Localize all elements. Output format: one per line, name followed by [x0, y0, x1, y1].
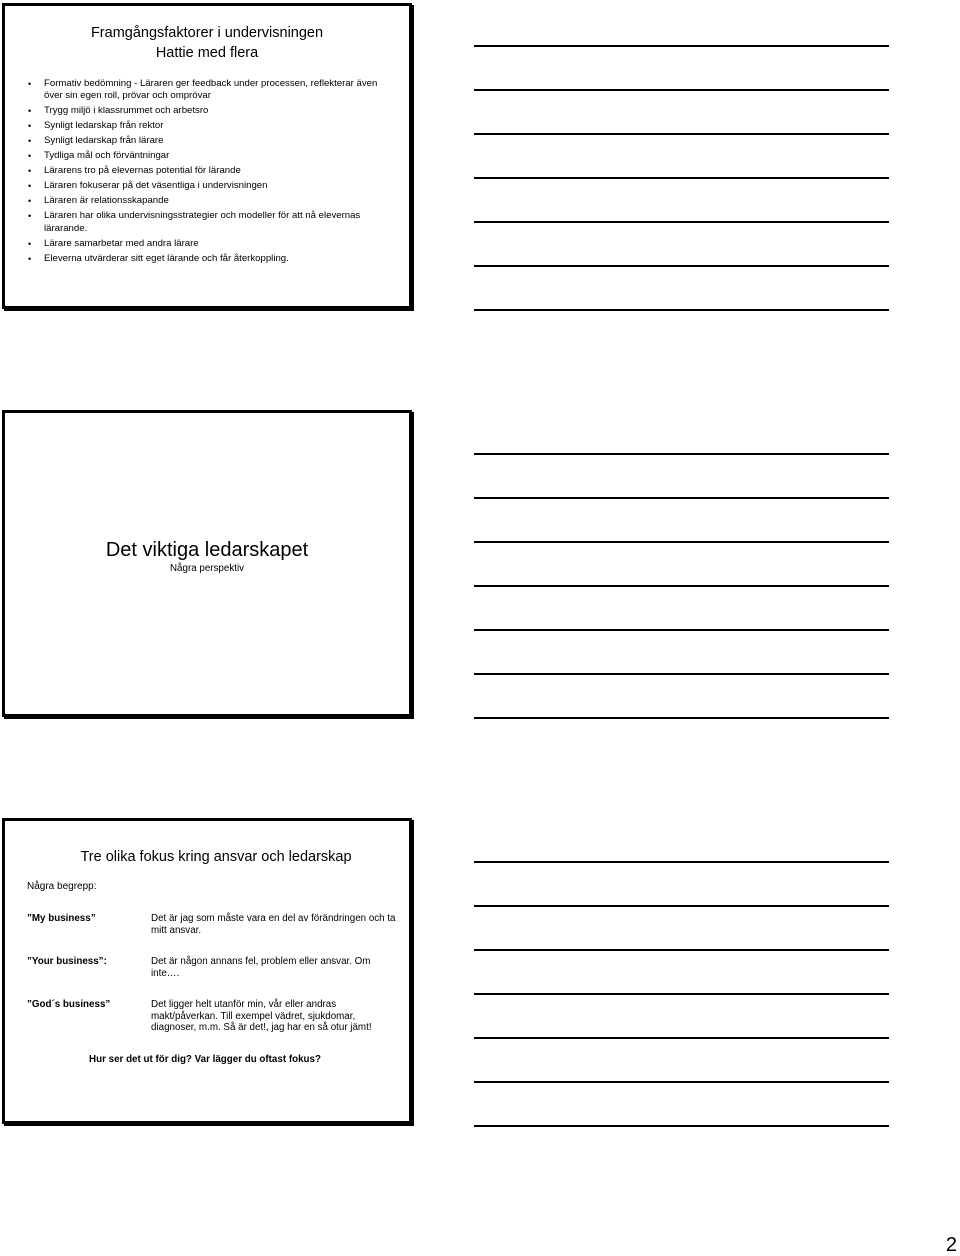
- note-line: [474, 993, 889, 995]
- note-line: [474, 1037, 889, 1039]
- concept-definition: Det ligger helt utanför min, vår eller andras makt/påverkan. Till exempel vädret, sjukdomar, diagnoser, m.m. Så är det!, jag har en så otur jämt!: [151, 999, 372, 1034]
- bullet-item: • Eleverna utvärderar sitt eget lärande och får återkoppling.: [27, 253, 395, 265]
- bullet-item: • Synligt ledarskap från lärare: [27, 135, 395, 147]
- bullet-item: • Synligt ledarskap från rektor: [27, 120, 395, 132]
- concept-definition: Det är jag som måste vara en del av förändringen och ta mitt ansvar.: [151, 913, 396, 936]
- note-line: [474, 1081, 889, 1083]
- slide-3-question: Hur ser det ut för dig? Var lägger du oftast fokus?: [89, 1054, 321, 1065]
- slide-1: [2, 3, 412, 309]
- note-line: [474, 1125, 889, 1127]
- note-line: [474, 541, 889, 543]
- bullet-item: • Läraren fokuserar på det väsentliga i undervisningen: [27, 180, 395, 192]
- concept-term: ”My business”: [27, 913, 96, 924]
- note-line: [474, 629, 889, 631]
- note-line: [474, 265, 889, 267]
- note-line: [474, 221, 889, 223]
- slide-1-bullet-list: [27, 78, 395, 268]
- note-line: [474, 861, 889, 863]
- concept-definition: Det är någon annans fel, problem eller ansvar. Om inte….: [151, 956, 371, 979]
- note-line: [474, 497, 889, 499]
- slide-1-title-line1: Framgångsfaktorer i undervisningen: [90, 25, 324, 41]
- bullet-item: • Lärare samarbetar med andra lärare: [27, 238, 395, 250]
- note-line: [474, 177, 889, 179]
- slide-1-title: [5, 23, 409, 63]
- note-line: [474, 949, 889, 951]
- bullet-item: • Lärarens tro på elevernas potential för lärande: [27, 165, 395, 177]
- bullet-item: • Läraren är relationsskapande: [27, 195, 395, 207]
- bullet-item: • Formativ bedömning - Läraren ger feedback under processen, reflekterar även över sin egen roll, prövar och omprövar: [27, 78, 395, 103]
- page-number: 2: [945, 1234, 957, 1256]
- note-line: [474, 673, 889, 675]
- slide-1-title-line2: Hattie med flera: [155, 45, 259, 61]
- bullet-item: • Trygg miljö i klassrummet och arbetsro: [27, 105, 395, 117]
- slide-3-title: Tre olika fokus kring ansvar och ledarskap: [80, 849, 352, 865]
- slide-2-title: Det viktiga ledarskapet: [105, 539, 309, 561]
- concept-term: ”God´s business”: [27, 999, 111, 1010]
- note-line: [474, 133, 889, 135]
- note-line: [474, 585, 889, 587]
- note-line: [474, 717, 889, 719]
- note-line: [474, 309, 889, 311]
- concept-term: ”Your business”:: [27, 956, 107, 967]
- note-line: [474, 905, 889, 907]
- note-line: [474, 453, 889, 455]
- slide-3: [2, 818, 412, 1124]
- slide-2-subtitle: Några perspektiv: [169, 563, 245, 574]
- slide-2: [2, 410, 412, 717]
- note-line: [474, 89, 889, 91]
- bullet-item: • Tydliga mål och förväntningar: [27, 150, 395, 162]
- note-line: [474, 45, 889, 47]
- slide-3-intro: Några begrepp:: [27, 881, 97, 892]
- bullet-item: • Läraren har olika undervisningsstrategier och modeller för att nå elevernas lärarande.: [27, 210, 395, 235]
